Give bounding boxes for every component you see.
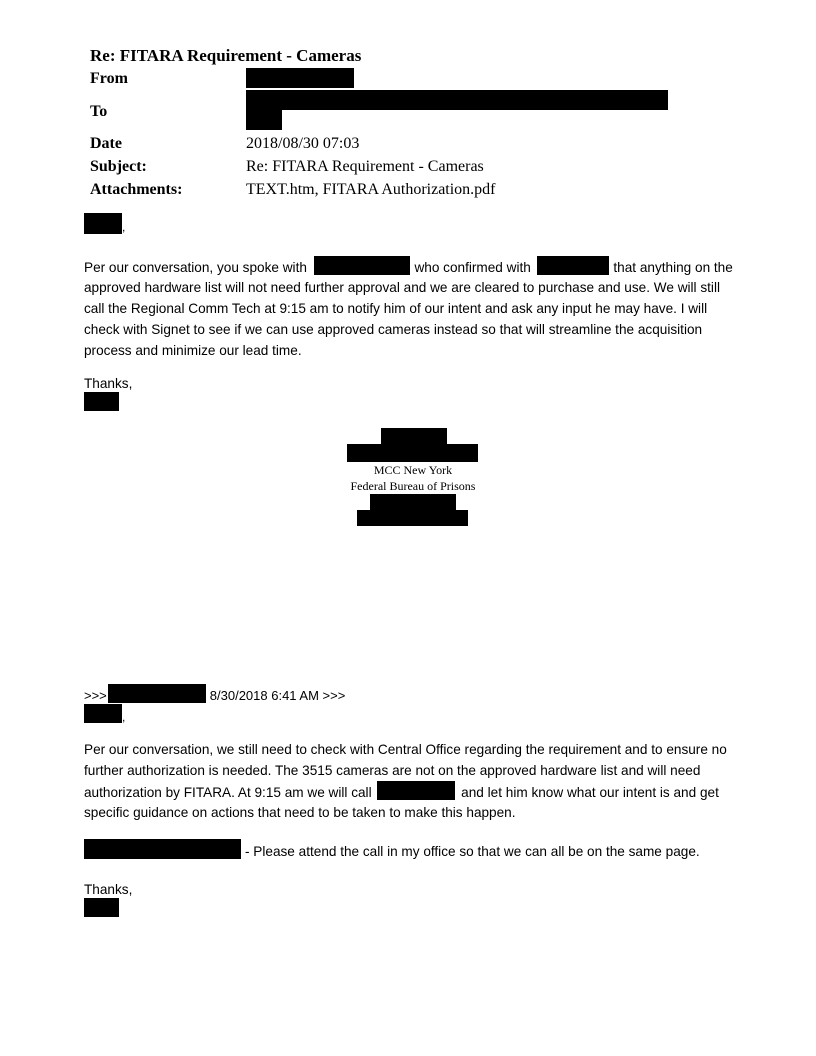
signature-org-line-2: Federal Bureau of Prisons [350, 479, 476, 493]
quoted-line-2: further authorization is needed. The 3515 cameras are not on the approved hardware list and will need [84, 763, 701, 778]
redacted-name [377, 781, 455, 800]
attachments-value[interactable]: TEXT.htm, FITARA Authorization.pdf [246, 181, 496, 198]
quoted-paragraph-1 [84, 739, 744, 823]
redacted-recipient [84, 839, 241, 859]
quoted-header [84, 684, 744, 705]
quote-meta: 8/30/2018 6:41 AM >>> [209, 688, 346, 703]
redacted-signature-line-4 [357, 510, 468, 526]
redacted-from [246, 68, 354, 88]
quoted-text-segment: authorization by FITARA. At 9:15 am we will call [84, 785, 372, 800]
quoted-text-segment: and let him know what our intent is and get [461, 785, 719, 800]
subject-value: Re: FITARA Requirement - Cameras [246, 158, 484, 175]
quoted-line-3 [84, 781, 744, 802]
redacted-name [537, 256, 609, 275]
signature-org-line-1: MCC New York [373, 463, 453, 477]
from-label: From [90, 70, 128, 87]
redacted-quoted-greeting-name [84, 704, 122, 723]
redacted-sender [108, 684, 206, 703]
redacted-greeting-name [84, 213, 122, 234]
reply-text-segment: Per our conversation, you spoke with [84, 260, 307, 275]
quoted-paragraph-2 [84, 839, 744, 860]
reply-text-segment: that anything on the [613, 260, 733, 275]
reply-thanks: Thanks, [84, 376, 133, 391]
redacted-signature-line-1 [381, 428, 447, 444]
quoted-thanks: Thanks, [84, 882, 133, 897]
reply-paragraph [84, 256, 744, 361]
redacted-name [314, 256, 410, 275]
subject-label: Subject: [90, 158, 147, 175]
date-value: 2018/08/30 07:03 [246, 135, 360, 152]
quoted-line-4: specific guidance on actions that need to be taken to make this happen. [84, 805, 516, 820]
redacted-signoff-name [84, 392, 119, 411]
date-label: Date [90, 135, 122, 152]
quoted-line-1: Per our conversation, we still need to check with Central Office regarding the requirement and to ensure no [84, 742, 727, 757]
quoted-greeting-comma: , [122, 710, 126, 724]
greeting-comma: , [122, 220, 126, 234]
redacted-signature-line-3 [370, 494, 456, 510]
reply-line-1 [84, 256, 744, 277]
redacted-signature-line-2 [347, 444, 478, 462]
redacted-to-line-1 [246, 90, 668, 110]
reply-line-3: call the Regional Comm Tech at 9:15 am to notify him of our intent and ask any input he may have. I will [84, 301, 708, 316]
quoted-text-segment: - Please attend the call in my office so that we can all be on the same page. [245, 844, 700, 859]
email-title: Re: FITARA Requirement - Cameras [90, 46, 362, 65]
reply-line-2: approved hardware list will not need further approval and we are cleared to purchase and use. We will still [84, 280, 720, 295]
quote-prefix: >>> [84, 688, 107, 703]
redacted-to-line-2 [246, 110, 282, 130]
attachments-label: Attachments: [90, 181, 183, 198]
redacted-quoted-signoff-name [84, 898, 119, 917]
reply-line-5: process and minimize our lead time. [84, 343, 302, 358]
to-label: To [90, 103, 108, 120]
reply-text-segment: who confirmed with [414, 260, 531, 275]
reply-line-4: check with Signet to see if we can use approved cameras instead so that will streamline the acquisition [84, 322, 703, 337]
